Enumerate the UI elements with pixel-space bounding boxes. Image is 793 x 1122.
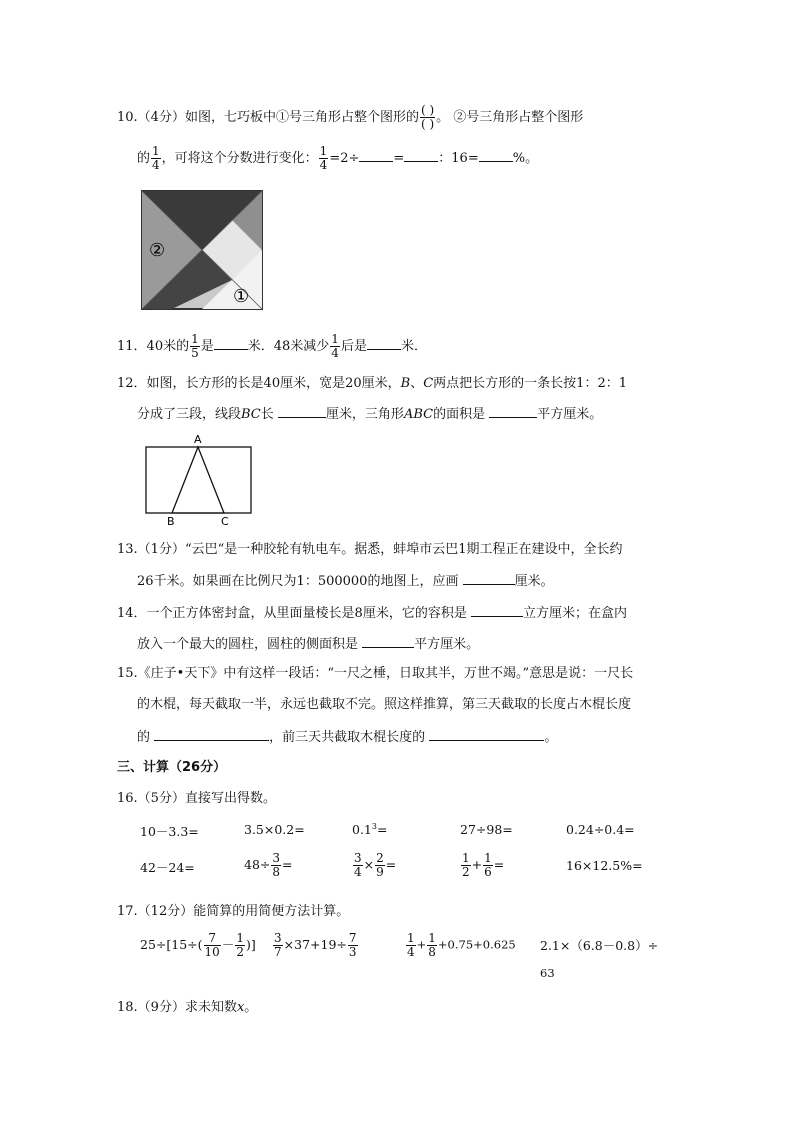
fraction: $\frac{3}{7}$ [274, 931, 282, 959]
q10-text-b: 。 ②号三角形占整个图形 [436, 110, 584, 125]
calc-item: 48÷ $\frac{3}{8}$ = [244, 851, 293, 879]
answer-blank[interactable] [429, 727, 544, 741]
calc-expression: 25÷[15÷( $\frac{7}{10}$ － $\frac{1}{2}$ )] [140, 931, 256, 959]
figure-label-b: B [167, 515, 175, 528]
tangram-figure [141, 190, 263, 310]
answer-blank[interactable] [463, 571, 515, 585]
answer-blank[interactable] [489, 404, 537, 418]
q17-title: 17.（12分）能简算的用简便方法计算。 [117, 904, 350, 919]
answer-blank[interactable] [362, 634, 414, 648]
q14-line1: 14．一个正方体密封盒，从里面量棱长是8厘米，它的容积是 立方厘米；在盒内 [117, 603, 627, 624]
calc-item: 3.5×0.2= [244, 822, 305, 837]
q13-line1: 13.（1分）“云巴“是一种胶轮有轨电车。据悉，蚌埠市云巴1期工程正在建设中，全长约 [117, 542, 623, 557]
calc-item: $0.1^3=$ [352, 822, 388, 838]
rectangle-triangle-figure [140, 430, 256, 528]
answer-blank[interactable] [154, 727, 269, 741]
q10-blank-fraction: $\frac{( )}{( )}$ [420, 103, 435, 131]
q16-title: 16.（5分）直接写出得数。 [117, 791, 276, 806]
calc-item: 16×12.5%= [566, 858, 643, 873]
answer-blank[interactable] [479, 148, 513, 162]
calc-item: 42－24= [140, 860, 195, 875]
answer-blank[interactable] [359, 148, 393, 162]
q10-line1 [117, 104, 583, 131]
tangram-label-1: ① [233, 286, 250, 307]
q18-title: 18.（9分）求未知数x。 [117, 1000, 258, 1015]
answer-blank[interactable] [404, 148, 438, 162]
figure-label-c: C [221, 515, 229, 528]
section-heading: 三、计算（26分） [117, 760, 227, 775]
answer-blank[interactable] [214, 336, 248, 350]
figure-label-a: A [194, 433, 202, 446]
fraction: $\frac{7}{3}$ [348, 931, 357, 959]
calc-item: $\frac{1}{2}$ + $\frac{1}{6}$ = [462, 851, 505, 879]
calc-expression: $\frac{1}{4}$ + $\frac{1}{8}$ +0.75+0.625 [407, 931, 516, 959]
fraction: $\frac{7}{10}$ [204, 931, 220, 959]
q10-line2: 的 $\frac{1}{4}$ ，可将这个分数进行变化： $\frac{1}{4}$ =2÷ = ：16= %。 [137, 144, 539, 172]
answer-blank[interactable] [367, 336, 401, 350]
fraction: $\frac{1}{6}$ [484, 851, 492, 879]
q14-line2: 放入一个最大的圆柱，圆柱的侧面积是 平方厘米。 [137, 634, 479, 655]
calc-item: $\frac{3}{4}$ × $\frac{2}{9}$ = [354, 851, 397, 879]
fraction: $\frac{1}{8}$ [428, 931, 436, 959]
q12-line1: 12．如图，长方形的长是40厘米，宽是20厘米，B、C两点把长方形的一条长按1：2：1 [117, 376, 627, 391]
q10-text-a: 10.（4分）如图，七巧板中①号三角形占整个图形的 [117, 110, 419, 125]
fraction-one-fifth: $\frac{1}{5}$ [191, 332, 199, 360]
calc-expression: 2.1×（6.8－0.8）÷ [540, 938, 659, 953]
q15-line1: 15.《庄子•天下》中有这样一段话：“一尺之棰，日取其半，万世不竭。”意思是说：一尺长 [117, 666, 634, 681]
calc-item: 10－3.3= [140, 824, 199, 839]
fraction: $\frac{1}{2}$ [236, 931, 244, 959]
q12-line2: 分成了三段，线段BC长 厘米，三角形ABC的面积是 平方厘米。 [137, 404, 602, 425]
q13-line2: 26千米。如果画在比例尺为1：500000的地图上，应画 厘米。 [137, 571, 554, 592]
fraction: $\frac{1}{2}$ [462, 851, 470, 879]
q15-line2: 的木棍，每天截取一半，永远也截取不完。照这样推算，第三天截取的长度占木棍长度 [137, 697, 632, 712]
fraction-one-quarter: $\frac{1}{4}$ [319, 144, 328, 172]
fraction-one-quarter: $\frac{1}{4}$ [152, 144, 160, 172]
answer-blank[interactable] [471, 603, 523, 617]
q15-line3: 的 ，前三天共截取木棍长度的 。 [137, 727, 557, 748]
calc-expression: $\frac{3}{7}$ ×37+19÷ $\frac{7}{3}$ [274, 931, 357, 959]
q11-line: 11．40米的 $\frac{1}{5}$ 是 米．48米减少 $\frac{1}{4}$ 后是 米． [117, 332, 427, 360]
answer-blank[interactable] [278, 404, 326, 418]
fraction: $\frac{3}{8}$ [272, 851, 281, 879]
fraction: $\frac{1}{4}$ [407, 931, 415, 959]
fraction-one-quarter: $\frac{1}{4}$ [331, 332, 339, 360]
calc-item: 0.24÷0.4= [566, 822, 635, 837]
calc-expression: 63 [540, 966, 555, 980]
fraction: $\frac{3}{4}$ [354, 851, 362, 879]
calc-item: 27÷98= [460, 822, 513, 837]
tangram-label-2: ② [149, 240, 166, 261]
fraction: $\frac{2}{9}$ [376, 851, 384, 879]
